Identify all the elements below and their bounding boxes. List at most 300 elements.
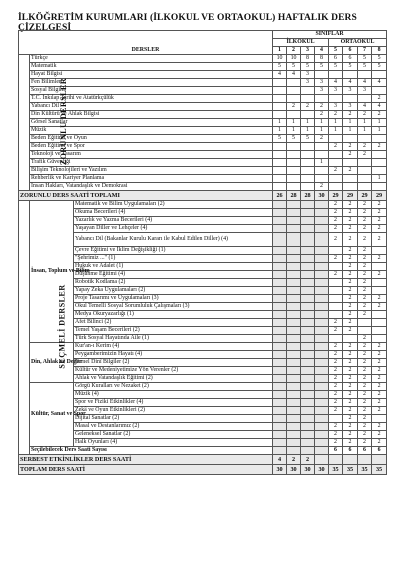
course-name: Proje Tasarımı ve Uygulamaları (3): [74, 295, 273, 303]
hours-cell: [329, 279, 343, 287]
total-hours-cell: 28: [287, 191, 301, 201]
course-name: Zekâ ve Oyun Etkinlikleri (2): [74, 407, 273, 415]
table-row: [19, 303, 387, 311]
secmeli-section-text: SEÇMELİ DERSLER: [57, 284, 67, 369]
hours-cell: 4: [329, 79, 343, 87]
table-row: [19, 159, 387, 167]
hours-cell: 1: [372, 175, 387, 183]
hours-cell: [287, 343, 301, 351]
hours-cell: 2: [329, 255, 343, 263]
hours-cell: 1: [301, 127, 315, 135]
hours-cell: [273, 167, 287, 175]
hours-cell: [301, 367, 315, 375]
hours-cell: [315, 359, 329, 367]
hours-cell: 3: [358, 87, 372, 95]
hours-cell: 2: [358, 151, 372, 159]
course-name: Rehberlik ve Kariyer Planlama: [30, 175, 273, 183]
hours-cell: [287, 367, 301, 375]
hours-cell: [273, 183, 287, 191]
hours-cell: 2: [372, 423, 387, 431]
hours-cell: [273, 111, 287, 119]
hours-cell: 2: [343, 225, 358, 233]
hours-cell: [273, 225, 287, 233]
hours-cell: [287, 225, 301, 233]
secilebilecek-label: Seçilebilecek Ders Saati Sayısı: [30, 447, 273, 455]
hours-cell: 4: [273, 71, 287, 79]
table-row: [19, 201, 387, 209]
hours-cell: [301, 143, 315, 151]
course-name: Sosyal Bilgiler: [30, 87, 273, 95]
course-name: Müzik: [30, 127, 273, 135]
hours-cell: [273, 375, 287, 383]
hours-cell: [287, 295, 301, 303]
hours-cell: 3: [329, 103, 343, 111]
hours-cell: 2: [343, 209, 358, 217]
hours-cell: [372, 159, 387, 167]
hours-cell: [301, 111, 315, 119]
hours-cell: [301, 87, 315, 95]
hours-cell: 2: [358, 233, 372, 247]
hours-cell: 3: [343, 87, 358, 95]
total-hours-cell: 30: [315, 191, 329, 201]
grade-header: 8: [372, 47, 387, 55]
total-hours-cell: 29: [372, 191, 387, 201]
hours-cell: [358, 167, 372, 175]
course-name: Kültür ve Medeniyetimize Yön Verenler (2): [74, 367, 273, 375]
course-name: Medya Okuryazarlığı (1): [74, 311, 273, 319]
table-row: [19, 135, 387, 143]
hours-cell: [287, 143, 301, 151]
hours-cell: [301, 175, 315, 183]
hours-cell: [372, 335, 387, 343]
hours-cell: 1: [273, 127, 287, 135]
hours-cell: [273, 255, 287, 263]
hours-cell: 2: [343, 407, 358, 415]
hours-cell: 2: [358, 287, 372, 295]
course-name: Matematik ve Bilim Uygulamaları (2): [74, 201, 273, 209]
hours-cell: [329, 263, 343, 271]
hours-cell: [301, 159, 315, 167]
hours-cell: 4: [287, 71, 301, 79]
hours-cell: [287, 311, 301, 319]
hours-cell: 2: [372, 359, 387, 367]
total-hours-cell: 30: [315, 465, 329, 475]
hours-cell: [329, 415, 343, 423]
hours-cell: 2: [329, 359, 343, 367]
hours-cell: [315, 399, 329, 407]
total-hours-cell: 30: [273, 465, 287, 475]
hours-cell: [301, 255, 315, 263]
hours-cell: 1: [343, 119, 358, 127]
hours-cell: 2: [372, 407, 387, 415]
course-name: Hayat Bilgisi: [30, 71, 273, 79]
hours-cell: [301, 287, 315, 295]
hours-cell: [273, 271, 287, 279]
hours-cell: [287, 79, 301, 87]
hours-cell: 2: [343, 351, 358, 359]
hours-cell: [315, 303, 329, 311]
table-row: [19, 167, 387, 175]
hours-cell: 2: [358, 279, 372, 287]
hours-cell: 2: [329, 225, 343, 233]
hours-cell: 2: [329, 391, 343, 399]
table-row: [19, 295, 387, 303]
course-group-label: Kültür, Sanat ve Spor: [30, 383, 74, 447]
hours-cell: [273, 327, 287, 335]
hours-cell: [315, 263, 329, 271]
ilkokul-header: İLKOKUL: [273, 39, 329, 47]
hours-cell: [301, 303, 315, 311]
hours-cell: 2: [343, 423, 358, 431]
hours-cell: [273, 209, 287, 217]
hours-cell: [315, 143, 329, 151]
hours-cell: [343, 183, 358, 191]
hours-cell: [287, 271, 301, 279]
hours-cell: 5: [273, 63, 287, 71]
page-title: İLKÖĞRETİM KURUMLARI (İLKOKUL VE ORTAOKUL) HAFTALIK DERS ÇİZELGESİ: [18, 13, 357, 33]
hours-cell: 2: [358, 271, 372, 279]
hours-cell: [372, 247, 387, 255]
hours-cell: [273, 151, 287, 159]
hours-cell: [315, 319, 329, 327]
hours-cell: [273, 439, 287, 447]
table-row: [19, 119, 387, 127]
hours-cell: 2: [358, 217, 372, 225]
hours-cell: [372, 415, 387, 423]
table-row: [19, 103, 387, 111]
hours-cell: [273, 79, 287, 87]
course-name: Düşünme Eğitimi (4): [74, 271, 273, 279]
hours-cell: 8: [315, 55, 329, 63]
hours-cell: [287, 233, 301, 247]
hours-cell: 2: [372, 343, 387, 351]
hours-cell: [273, 87, 287, 95]
total-hours-cell: 35: [372, 465, 387, 475]
hours-cell: [372, 71, 387, 79]
hours-cell: 2: [329, 271, 343, 279]
hours-cell: [301, 391, 315, 399]
hours-cell: 2: [372, 95, 387, 103]
hours-cell: 6: [372, 447, 387, 455]
hours-cell: [358, 175, 372, 183]
hours-cell: [301, 279, 315, 287]
course-name: Kur'an-ı Kerim (4): [74, 343, 273, 351]
course-name: Din Kültürü ve Ahlak Bilgisi: [30, 111, 273, 119]
hours-cell: 1: [329, 119, 343, 127]
course-group-label: İnsan, Toplum ve Bilim: [30, 201, 74, 343]
table-row: [19, 63, 387, 71]
hours-cell: [287, 423, 301, 431]
hours-cell: [301, 351, 315, 359]
table-row: [19, 143, 387, 151]
hours-cell: [301, 151, 315, 159]
hours-cell: [372, 455, 387, 465]
course-name: Çevre Eğitimi ve İklim Değişikliği (1): [74, 247, 273, 255]
hours-cell: [301, 343, 315, 351]
hours-cell: [287, 383, 301, 391]
hours-cell: 2: [372, 303, 387, 311]
hours-cell: [273, 311, 287, 319]
hours-cell: [343, 159, 358, 167]
hours-cell: [358, 95, 372, 103]
hours-cell: [372, 263, 387, 271]
hours-cell: [329, 95, 343, 103]
table-row: [19, 79, 387, 87]
hours-cell: 2: [329, 383, 343, 391]
schedule-table: [18, 30, 387, 475]
course-name: Ahlak ve Vatandaşlık Eğitimi (2): [74, 375, 273, 383]
hours-cell: [301, 335, 315, 343]
hours-cell: [315, 335, 329, 343]
hours-cell: 2: [358, 383, 372, 391]
hours-cell: 2: [358, 143, 372, 151]
hours-cell: 1: [329, 127, 343, 135]
hours-cell: [301, 311, 315, 319]
toplam-label: TOPLAM DERS SAATİ: [19, 465, 273, 475]
hours-cell: [273, 295, 287, 303]
hours-cell: 2: [372, 143, 387, 151]
hours-cell: 2: [358, 407, 372, 415]
table-row: [19, 233, 387, 247]
total-hours-cell: 29: [358, 191, 372, 201]
hours-cell: 2: [329, 431, 343, 439]
course-name: "Şehrimiz ..." (1): [74, 255, 273, 263]
hours-cell: 2: [358, 359, 372, 367]
hours-cell: [315, 367, 329, 375]
hours-cell: [358, 183, 372, 191]
table-row: [19, 319, 387, 327]
hours-cell: 1: [372, 119, 387, 127]
course-name: Görsel Sanatlar: [30, 119, 273, 127]
hours-cell: [315, 311, 329, 319]
toplam-row: [19, 465, 387, 475]
hours-cell: 1: [315, 159, 329, 167]
hours-cell: [273, 233, 287, 247]
hours-cell: [273, 359, 287, 367]
hours-cell: [315, 247, 329, 255]
hours-cell: 2: [315, 103, 329, 111]
hours-cell: [301, 439, 315, 447]
hours-cell: [287, 159, 301, 167]
total-hours-cell: 30: [287, 465, 301, 475]
hours-cell: 2: [343, 247, 358, 255]
grade-header: 7: [358, 47, 372, 55]
hours-cell: 1: [372, 127, 387, 135]
hours-cell: 1: [358, 119, 372, 127]
hours-cell: [273, 247, 287, 255]
total-hours-cell: 29: [343, 191, 358, 201]
hours-cell: [287, 335, 301, 343]
hours-cell: [315, 343, 329, 351]
hours-cell: 2: [358, 423, 372, 431]
hours-cell: [287, 391, 301, 399]
zorunlu-total-label: ZORUNLU DERS SAATİ TOPLAMI: [19, 191, 273, 201]
total-hours-cell: 35: [343, 465, 358, 475]
hours-cell: [273, 407, 287, 415]
hours-cell: [273, 399, 287, 407]
hours-cell: 4: [358, 79, 372, 87]
hours-cell: 2: [343, 295, 358, 303]
hours-cell: 2: [329, 407, 343, 415]
hours-cell: [273, 415, 287, 423]
hours-cell: 2: [372, 375, 387, 383]
hours-cell: [315, 455, 329, 465]
hours-cell: [315, 407, 329, 415]
course-name: Teknoloji ve Tasarım: [30, 151, 273, 159]
table-row: [19, 343, 387, 351]
hours-cell: 2: [343, 367, 358, 375]
hours-cell: [329, 71, 343, 79]
hours-cell: 2: [343, 167, 358, 175]
hours-cell: [273, 367, 287, 375]
hours-cell: [273, 287, 287, 295]
hours-cell: [372, 287, 387, 295]
hours-cell: [315, 201, 329, 209]
hours-cell: 2: [301, 103, 315, 111]
table-row: [19, 383, 387, 391]
hours-cell: [287, 95, 301, 103]
hours-cell: [372, 311, 387, 319]
hours-cell: [329, 287, 343, 295]
hours-cell: [273, 217, 287, 225]
hours-cell: 2: [329, 375, 343, 383]
hours-cell: [343, 135, 358, 143]
hours-cell: [315, 287, 329, 295]
hours-cell: 2: [372, 431, 387, 439]
table-row: [19, 175, 387, 183]
hours-cell: 2: [287, 103, 301, 111]
hours-cell: [315, 279, 329, 287]
hours-cell: 5: [372, 63, 387, 71]
hours-cell: [358, 159, 372, 167]
hours-cell: 2: [358, 391, 372, 399]
hours-cell: [287, 167, 301, 175]
hours-cell: 5: [301, 135, 315, 143]
hours-cell: [301, 225, 315, 233]
hours-cell: [287, 217, 301, 225]
hours-cell: [315, 295, 329, 303]
hours-cell: [315, 439, 329, 447]
hours-cell: 2: [343, 151, 358, 159]
table-row: [19, 431, 387, 439]
table-row: [19, 95, 387, 103]
hours-cell: 10: [287, 55, 301, 63]
hours-cell: 2: [372, 209, 387, 217]
table-row: [19, 111, 387, 119]
hours-cell: [273, 343, 287, 351]
course-name: Türk Sosyal Hayatında Aile (1): [74, 335, 273, 343]
table-row: [19, 335, 387, 343]
ortaokul-header: ORTAOKUL: [329, 39, 387, 47]
hours-cell: [273, 103, 287, 111]
hours-cell: [287, 247, 301, 255]
table-row: [19, 217, 387, 225]
hours-cell: 4: [343, 79, 358, 87]
hours-cell: [301, 375, 315, 383]
course-name: Trafik Güvenliği: [30, 159, 273, 167]
hours-cell: 2: [329, 351, 343, 359]
hours-cell: [301, 423, 315, 431]
hours-cell: [301, 167, 315, 175]
hours-cell: [301, 399, 315, 407]
hours-cell: 1: [343, 127, 358, 135]
hours-cell: [315, 375, 329, 383]
course-name: Matematik: [30, 63, 273, 71]
table-row: [19, 183, 387, 191]
table-row: [19, 255, 387, 263]
hours-cell: [315, 217, 329, 225]
hours-cell: [343, 175, 358, 183]
hours-cell: [315, 233, 329, 247]
hours-cell: [315, 151, 329, 159]
hours-cell: 2: [329, 343, 343, 351]
hours-cell: [301, 295, 315, 303]
hours-cell: [301, 201, 315, 209]
hours-cell: 2: [372, 201, 387, 209]
course-name: Beden Eğitimi ve Spor: [30, 143, 273, 151]
hours-cell: 4: [273, 455, 287, 465]
total-hours-cell: 26: [273, 191, 287, 201]
table-row: [19, 71, 387, 79]
hours-cell: 6: [329, 447, 343, 455]
hours-cell: [372, 151, 387, 159]
hours-cell: [358, 71, 372, 79]
hours-cell: [301, 263, 315, 271]
hours-cell: [372, 167, 387, 175]
table-row: [19, 127, 387, 135]
hours-cell: 2: [343, 327, 358, 335]
course-name: Geleneksel Sanatlar (2): [74, 431, 273, 439]
table-row: [19, 311, 387, 319]
hours-cell: [287, 87, 301, 95]
course-name: Yabancı Dil: [30, 103, 273, 111]
course-name: Spor ve Fiziki Etkinlikler (4): [74, 399, 273, 407]
hours-cell: [315, 167, 329, 175]
hours-cell: [273, 95, 287, 103]
course-name: Robotik Kodlama (2): [74, 279, 273, 287]
secilebilecek-row: [19, 447, 387, 455]
hours-cell: [372, 183, 387, 191]
table-row: [19, 375, 387, 383]
hours-cell: [273, 447, 287, 455]
hours-cell: [315, 383, 329, 391]
hours-cell: 5: [358, 63, 372, 71]
hours-cell: 3: [301, 71, 315, 79]
zorunlu-section-text: ZORUNLU DERSLER: [59, 77, 69, 166]
hours-cell: 2: [329, 423, 343, 431]
course-name: Fen Bilimleri: [30, 79, 273, 87]
hours-cell: 2: [343, 233, 358, 247]
hours-cell: 5: [301, 63, 315, 71]
table-row: [19, 287, 387, 295]
course-name: Görgü Kuralları ve Nezaket (2): [74, 383, 273, 391]
hours-cell: 2: [343, 439, 358, 447]
hours-cell: [358, 135, 372, 143]
dersler-header: DERSLER: [19, 31, 273, 55]
hours-cell: 2: [343, 271, 358, 279]
hours-cell: [315, 423, 329, 431]
hours-cell: 2: [358, 209, 372, 217]
hours-cell: [329, 159, 343, 167]
hours-cell: [273, 431, 287, 439]
hours-cell: [301, 183, 315, 191]
course-name: Okuma Becerileri (4): [74, 209, 273, 217]
hours-cell: [273, 319, 287, 327]
table-row: [19, 423, 387, 431]
course-name: Peygamberimizin Hayatı (4): [74, 351, 273, 359]
course-name: Masal ve Destanlarımız (2): [74, 423, 273, 431]
hours-cell: [315, 415, 329, 423]
